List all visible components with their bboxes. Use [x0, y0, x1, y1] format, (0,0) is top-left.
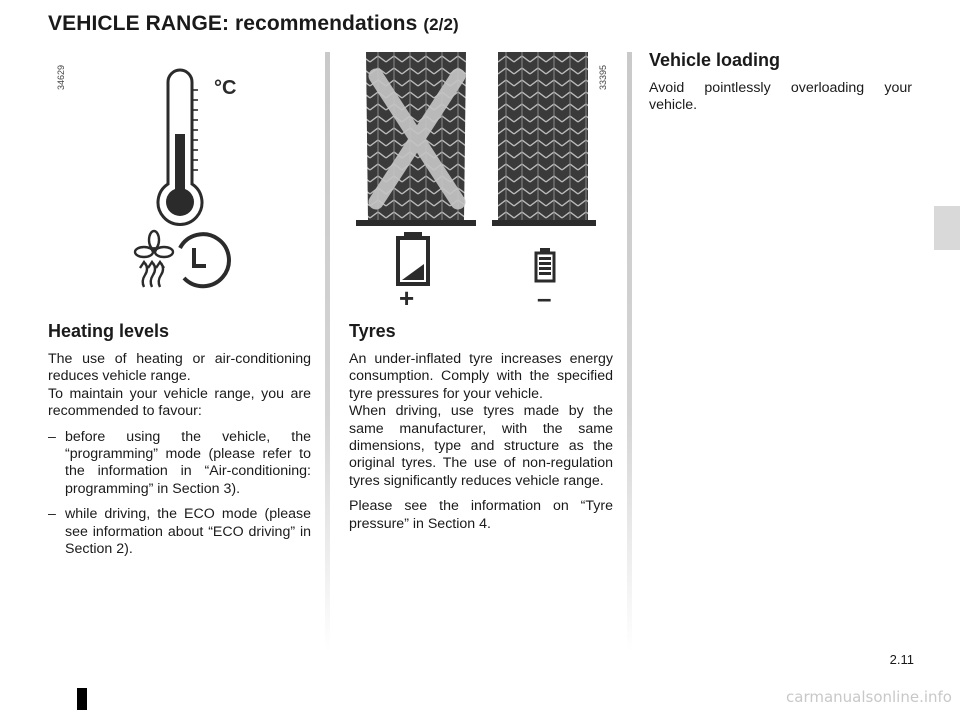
tyres-section [349, 320, 613, 533]
bullet-text: while driving, the ECO mode (please see information about “ECO driving” in Section 2). [65, 506, 311, 558]
battery-full-icon [536, 248, 554, 281]
fan-icon [135, 231, 173, 257]
battery-low-icon [398, 232, 428, 284]
figure-ref-left: 34629 [56, 64, 66, 90]
thermometer-icon [158, 70, 202, 224]
tyres-heading: Tyres [349, 321, 396, 341]
column-divider-right [627, 52, 632, 652]
column-divider-left [325, 52, 330, 652]
watermark: carmanualsonline.info [786, 688, 952, 706]
heat-waves-icon [140, 262, 164, 287]
page-title-suffix: (2/2) [423, 15, 459, 34]
list-item [48, 429, 311, 499]
bullet-text: before using the vehicle, the “programming” mode (please refer to the information in “Air-conditioning: programming” in Section 3). [65, 428, 311, 497]
temperature-unit: °C [214, 77, 237, 99]
corner-mark [77, 688, 87, 710]
tyres-paragraph-2: When driving, use tyres made by the same manufacturer, with the same dimensions, type and structure as the original tyres. The use of non-regulation tyres significantly reduces vehicle range. [349, 403, 613, 489]
heating-intro-2: To maintain your vehicle range, you are recommended to favour: [48, 385, 311, 420]
tyres-paragraph-3: Please see the information on “Tyre pressure” in Section 4. [349, 498, 613, 532]
battery-plus-sign: + [399, 283, 415, 308]
heating-illustration [130, 62, 260, 302]
section-tab [934, 206, 960, 250]
heating-section [48, 320, 311, 566]
loading-paragraph: Avoid pointlessly overloading your vehicle. [649, 80, 912, 114]
heating-heading: Heating levels [48, 321, 170, 341]
correct-tyre [492, 52, 596, 226]
bullet-dash: – [48, 428, 56, 445]
loading-heading: Vehicle loading [649, 50, 781, 70]
clock-icon [180, 234, 229, 286]
page-title [48, 12, 459, 36]
list-item [48, 506, 311, 558]
heating-list [48, 429, 311, 559]
heating-intro: The use of heating or air-conditioning reduces vehicle range. [48, 351, 311, 385]
figure-ref-right: 33395 [598, 64, 608, 90]
page-number: 2.11 [889, 652, 914, 667]
tyres-illustration [354, 52, 604, 308]
battery-minus-sign: – [537, 283, 552, 308]
tyres-paragraph-1: An under-inflated tyre increases energy consumption. Comply with the specified tyre pressures for your vehicle. [349, 351, 613, 402]
page-title-text: VEHICLE RANGE: recommendations [48, 12, 418, 35]
bullet-dash: – [48, 506, 56, 523]
loading-section [649, 49, 912, 115]
